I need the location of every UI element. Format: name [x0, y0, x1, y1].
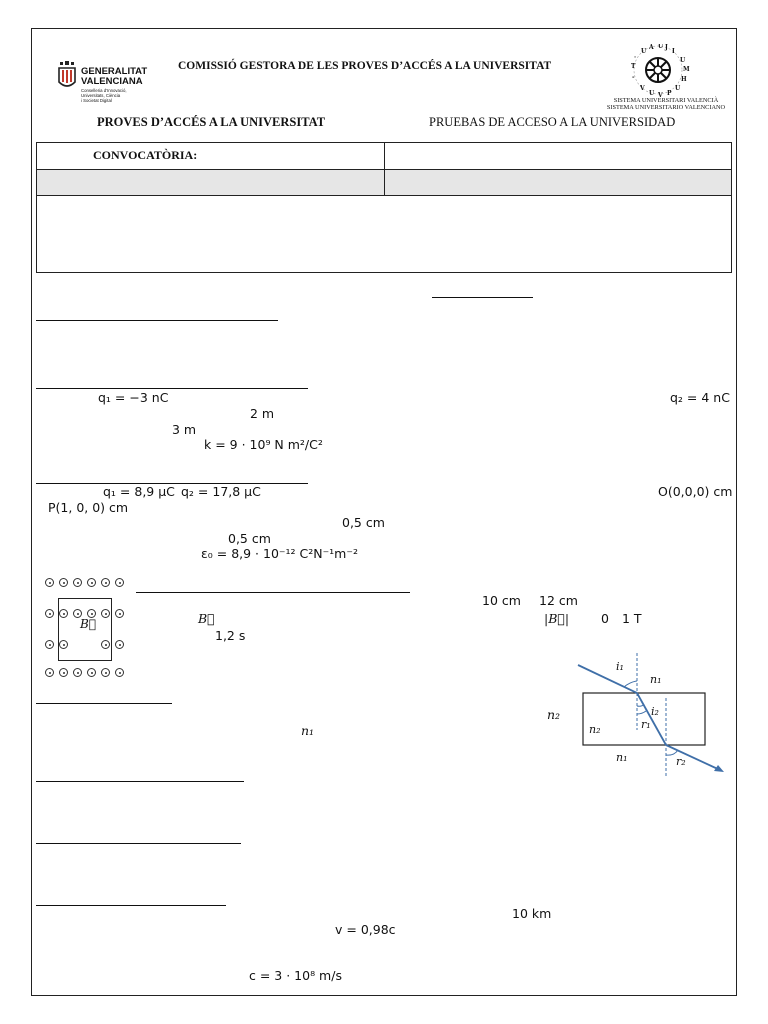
form-cell-convocatoria — [36, 142, 385, 170]
section-underline-3 — [36, 781, 244, 782]
field-dot-icon — [45, 578, 54, 587]
field-dot-icon — [115, 609, 124, 618]
svg-text:-: - — [632, 74, 635, 81]
generalitat-logo — [56, 60, 148, 103]
convocatoria-label: CONVOCATÒRIA: — [93, 148, 198, 162]
origin-point: O(0,0,0) cm — [658, 484, 733, 499]
index-n2: n₂ — [547, 707, 561, 722]
magnetic-field-diagram — [44, 577, 128, 681]
field-dot-icon — [101, 668, 110, 677]
field-dot-icon — [115, 668, 124, 677]
svg-text:H: H — [681, 76, 687, 83]
b-range-to: 1 T — [622, 611, 642, 626]
svg-text:P: P — [667, 90, 672, 97]
distance-2m: 2 m — [250, 406, 275, 421]
field-dot-icon — [59, 668, 68, 677]
field-dot-icon — [45, 640, 54, 649]
label-n2-inside: n₂ — [589, 723, 601, 736]
point-p: P(1, 0, 0) cm — [48, 500, 129, 515]
question-underline-5 — [36, 843, 241, 844]
b-range-from: 0 — [601, 611, 609, 626]
svg-text:V: V — [658, 92, 663, 98]
label-n1-bottom: n₁ — [616, 751, 628, 764]
angle-r1: r₁ — [641, 718, 651, 731]
logo-line2: VALENCIANA — [81, 76, 143, 87]
b-vector: B⃗ — [198, 611, 215, 626]
field-dot-icon — [59, 578, 68, 587]
charge-q2-a: q₂ = 4 nC — [670, 390, 730, 405]
logo-small-1: Conselleria d’Innovació, — [81, 88, 127, 93]
charge-q2-b: q₂ = 17,8 μC — [181, 484, 261, 499]
index-n1: n₁ — [301, 723, 315, 738]
section-underline-2 — [36, 320, 278, 321]
field-dot-icon — [115, 640, 124, 649]
logo-small-3: i Societat Digital — [81, 98, 112, 103]
permittivity: ε₀ = 8,9 · 10⁻¹² C²N⁻¹m⁻² — [201, 546, 358, 561]
coat-of-arms-icon — [56, 60, 78, 96]
svg-text:V: V — [640, 85, 645, 92]
suv-line1: SISTEMA UNIVERSITARI VALENCIÀ — [613, 97, 719, 104]
coulomb-constant: k = 9 · 10⁹ N m²/C² — [204, 437, 323, 452]
charge-q1-b: q₁ = 8,9 μC — [103, 484, 175, 499]
field-dot-icon — [45, 609, 54, 618]
refraction-diagram — [574, 648, 734, 778]
section-underline-1 — [432, 297, 533, 298]
side-10cm: 10 cm — [482, 593, 521, 608]
svg-text:M: M — [683, 66, 690, 73]
exam-title-es: PRUEBAS DE ACCESO A LA UNIVERSIDAD — [429, 115, 676, 129]
field-dot-icon — [115, 578, 124, 587]
speed-of-light: c = 3 · 10⁸ m/s — [249, 968, 342, 983]
angle-r2: r₂ — [676, 755, 686, 768]
svg-text:·: · — [634, 54, 637, 61]
charge-q1-a: q₁ = −3 nC — [98, 390, 169, 405]
field-dot-icon — [87, 668, 96, 677]
distance-10km: 10 km — [512, 906, 552, 921]
form-cell-gray-left — [36, 169, 385, 196]
svg-text:T: T — [631, 63, 636, 70]
svg-text:U: U — [675, 85, 681, 92]
field-dot-icon — [87, 578, 96, 587]
b-magnitude: |B⃗| — [544, 611, 570, 626]
side-12cm: 12 cm — [539, 593, 578, 608]
length-half-cm-2: 0,5 cm — [228, 531, 271, 546]
svg-text:U: U — [641, 48, 647, 55]
question-underline-6 — [36, 905, 226, 906]
label-n1-top: n₁ — [650, 673, 662, 686]
length-half-cm-1: 0,5 cm — [342, 515, 385, 530]
angle-i1: i₁ — [616, 660, 624, 673]
suv-line2: SISTEMA UNIVERSITARIO VALENCIANO — [606, 104, 726, 111]
svg-text:U: U — [658, 44, 664, 50]
field-dot-icon — [45, 668, 54, 677]
exam-title-ca: PROVES D’ACCÉS A LA UNIVERSITAT — [97, 115, 326, 129]
svg-text:U: U — [680, 57, 686, 64]
field-dot-icon — [73, 578, 82, 587]
velocity: v = 0,98c — [335, 922, 396, 937]
question-underline-3 — [136, 592, 410, 593]
form-cell-wide — [36, 195, 732, 273]
suv-logo — [592, 44, 732, 114]
logo-small-2: Universitats, Ciència — [81, 93, 121, 98]
form-cell-top-right — [384, 142, 732, 170]
field-dot-icon — [101, 578, 110, 587]
field-dot-icon — [73, 668, 82, 677]
form-cell-gray-right — [384, 169, 732, 196]
logo-line1: GENERALITAT — [81, 66, 148, 77]
distance-3m: 3 m — [172, 422, 197, 437]
university-seal-icon — [618, 44, 698, 98]
commission-title: COMISSIÓ GESTORA DE LES PROVES D’ACCÉS A LA UNIVERSITAT — [178, 60, 552, 72]
svg-text:I: I — [672, 48, 675, 55]
angle-i2: i₂ — [651, 705, 659, 718]
svg-text:A: A — [649, 44, 654, 51]
field-vector-label: B⃗ — [80, 617, 97, 631]
svg-text:U: U — [649, 90, 655, 97]
question-underline-1 — [36, 388, 308, 389]
time-interval: 1,2 s — [215, 628, 246, 643]
svg-text:J: J — [665, 44, 668, 51]
question-underline-4 — [36, 703, 172, 704]
